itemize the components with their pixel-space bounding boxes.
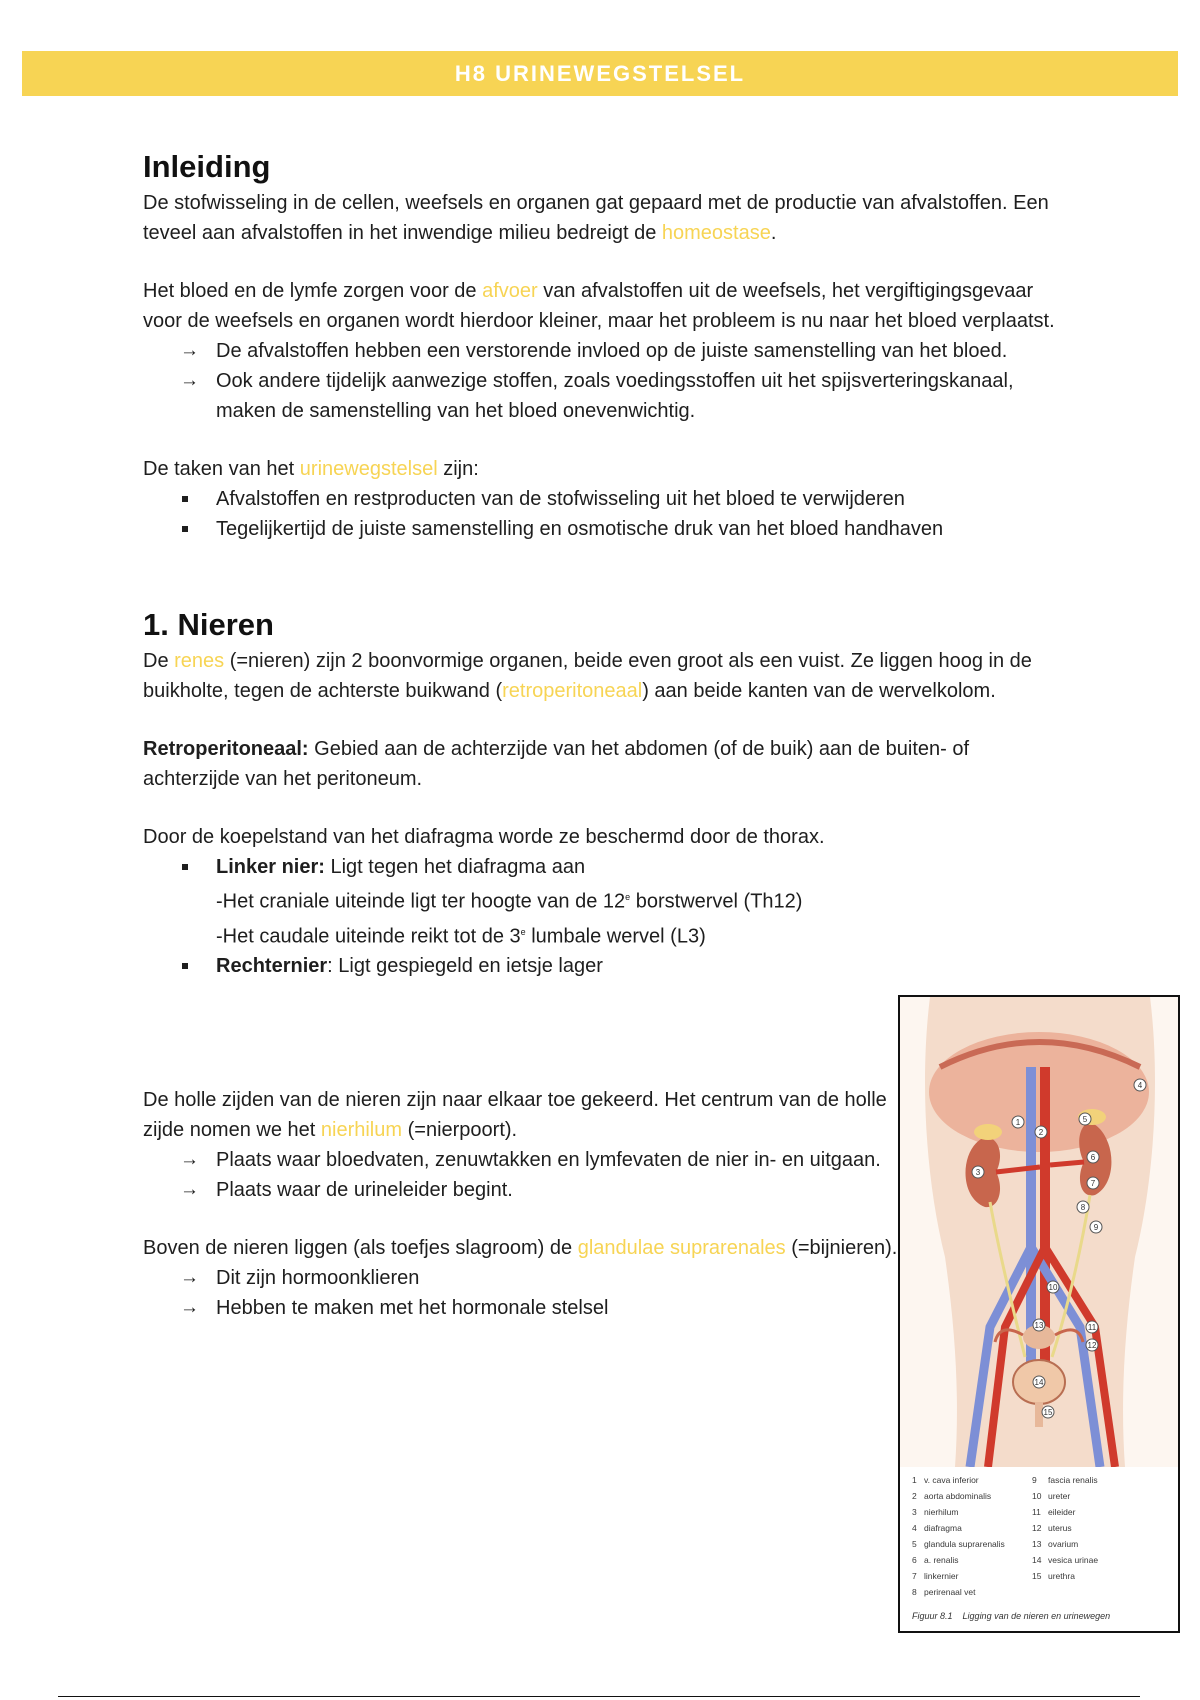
highlight-retroperitoneaal: retroperitoneaal [502,680,643,702]
definition-retroperitoneaal: Retroperitoneaal: Gebied aan de achterzijde van het abdomen (of de buik) aan de buiten- of achterzijde van het peritoneum. [143,738,970,790]
legend-row: 2 aorta abdominalis [912,1491,992,1501]
svg-text:13: 13 [1034,1321,1044,1330]
legend-row: 6 a. renalis [912,1555,959,1565]
list-item: → Plaats waar de urineleider begint. [143,1175,903,1205]
marker-6 [1087,1151,1099,1163]
svg-text:7: 7 [1090,1179,1096,1188]
legend-row: 1 v. cava inferior [912,1475,979,1485]
list-item-rechternier: Rechternier: Ligt gespiegeld en ietsje lager [143,951,1063,981]
list-subline: -Het caudale uiteinde reikt tot de 3e lumbale wervel (L3) [216,925,706,948]
legend-row: 13 ovarium [1032,1539,1079,1549]
kidney-bullet-list [143,852,1063,981]
svg-text:12: 12 [1087,1341,1097,1350]
svg-text:8: 8 [1080,1203,1086,1212]
legend-row: 4 diafragma [912,1523,962,1533]
svg-text:10: 10 [1048,1283,1058,1292]
legend-row: 14 vesica urinae [1032,1555,1099,1565]
legend-row: 11 eileider [1032,1507,1076,1517]
legend-row: 12 uterus [1032,1523,1072,1533]
marker-5 [1079,1113,1091,1125]
svg-text:15: 15 [1043,1408,1053,1417]
highlight-renes: renes [174,650,225,672]
nieren-paragraph-4: De holle zijden van de nieren zijn naar elkaar toe gekeerd. Het centrum van de holle zijde nomen we het nierhilum (=nierpoort). [143,1089,887,1142]
list-item: → Hebben te maken met het hormonale stelsel [143,1293,903,1323]
intro-paragraph-1: De stofwisseling in de cellen, weefsels en organen gat gepaard met de productie van afvalstoffen. Een teveel aan afvalstoffen in het inwendige milieu bedreigt de homeostase. [143,192,1049,244]
legend-row: 15 urethra [1032,1571,1075,1581]
nieren-paragraph-3: Door de koepelstand van het diafragma worde ze beschermd door de thorax. [143,826,825,848]
legend-row: 5 glandula suprarenalis [912,1539,1005,1549]
marker-10 [1047,1281,1059,1293]
marker-11 [1086,1321,1098,1333]
intro-paragraph-2: Het bloed en de lymfe zorgen voor de afvoer van afvalstoffen uit de weefsels, het vergiftigingsgevaar voor de weefsels en organen wordt hierdoor kleiner, maar het probleem is nu naar het bloed verplaatst. [143,280,1055,332]
chapter-banner: H8 URINEWEGSTELSEL [22,51,1178,96]
marker-13 [1033,1319,1045,1331]
legend-column-left [912,1472,1005,1600]
figure-caption: Figuur 8.1 Ligging van de nieren en urinewegen [912,1611,1111,1621]
legend-row: 7 linkernier [912,1571,959,1581]
svg-text:4: 4 [1137,1081,1143,1090]
anatomy-figure [898,995,1180,1633]
section-heading-nieren: 1. Nieren [143,607,274,642]
list-item: Afvalstoffen en restproducten van de stofwisseling uit het bloed te verwijderen [143,484,1063,514]
marker-2 [1035,1126,1047,1138]
svg-text:3: 3 [975,1168,981,1177]
list-item: → Dit zijn hormoonklieren [143,1263,903,1293]
bijnieren-arrow-list [143,1263,903,1323]
highlight-nierhilum: nierhilum [320,1119,403,1142]
list-item: Tegelijkertijd de juiste samenstelling en osmotische druk van het bloed handhaven [143,514,1063,544]
intro-arrow-list [143,336,1063,426]
highlight-urinewegstelsel: urinewegstelsel [299,458,438,480]
marker-14 [1033,1376,1045,1388]
marker-9 [1090,1221,1102,1233]
legend-row: 3 nierhilum [912,1507,959,1517]
svg-text:5: 5 [1082,1115,1088,1124]
marker-7 [1087,1177,1099,1189]
marker-3 [972,1166,984,1178]
nieren-paragraph-5: Boven de nieren liggen (als toefjes slagroom) de glandulae suprarenales (=bijnieren). [143,1237,898,1260]
svg-text:2: 2 [1038,1128,1044,1137]
legend-column-right [1032,1472,1098,1584]
marker-4 [1134,1079,1146,1091]
page-bottom-rule [58,1696,1140,1697]
legend-row: 8 perirenaal vet [912,1587,976,1597]
list-item: → Plaats waar bloedvaten, zenuwtakken en lymfevaten de nier in- en uitgaan. [143,1145,903,1175]
intro-paragraph-3: De taken van het urinewegstelsel zijn: [143,458,479,480]
section-heading-inleiding: Inleiding [143,149,271,184]
list-item: → De afvalstoffen hebben een verstorende invloed op de juiste samenstelling van het bloed. [143,336,1063,366]
legend-row: 9 fascia renalis [1032,1475,1098,1485]
hilum-arrow-list [143,1145,903,1205]
list-subline: -Het craniale uiteinde ligt ter hoogte van de 12e borstwervel (Th12) [216,890,803,913]
nieren-paragraph-1: De renes (=nieren) zijn 2 boonvormige organen, beide even groot als een vuist. Ze liggen hoog in de buikholte, tegen de achterste buikwand (retroperitoneaal) aan beide kanten van de wervelkolom. [143,650,1032,702]
highlight-homeostase: homeostase [661,222,771,244]
svg-text:6: 6 [1090,1153,1096,1162]
marker-1 [1012,1116,1024,1128]
marker-12 [1086,1339,1098,1351]
intro-bullet-list [143,484,1063,544]
svg-text:11: 11 [1087,1323,1097,1332]
marker-8 [1077,1201,1089,1213]
list-item: → Ook andere tijdelijk aanwezige stoffen, zoals voedingsstoffen uit het spijsverteringskanaal, maken de samenstelling van het bloed onevenwichtig. [143,366,1063,426]
svg-text:14: 14 [1034,1378,1044,1387]
svg-text:9: 9 [1093,1223,1099,1232]
hilum-section [143,1085,903,1323]
highlight-afvoer: afvoer [482,280,538,302]
svg-text:1: 1 [1015,1118,1021,1127]
list-item-linker-nier: Linker nier: Ligt tegen het diafragma aan [143,852,1063,882]
highlight-glandulae: glandulae suprarenales [577,1237,786,1260]
legend-row: 10 ureter [1032,1491,1071,1501]
marker-15 [1042,1406,1054,1418]
urinary-system-illustration [900,997,1178,1467]
